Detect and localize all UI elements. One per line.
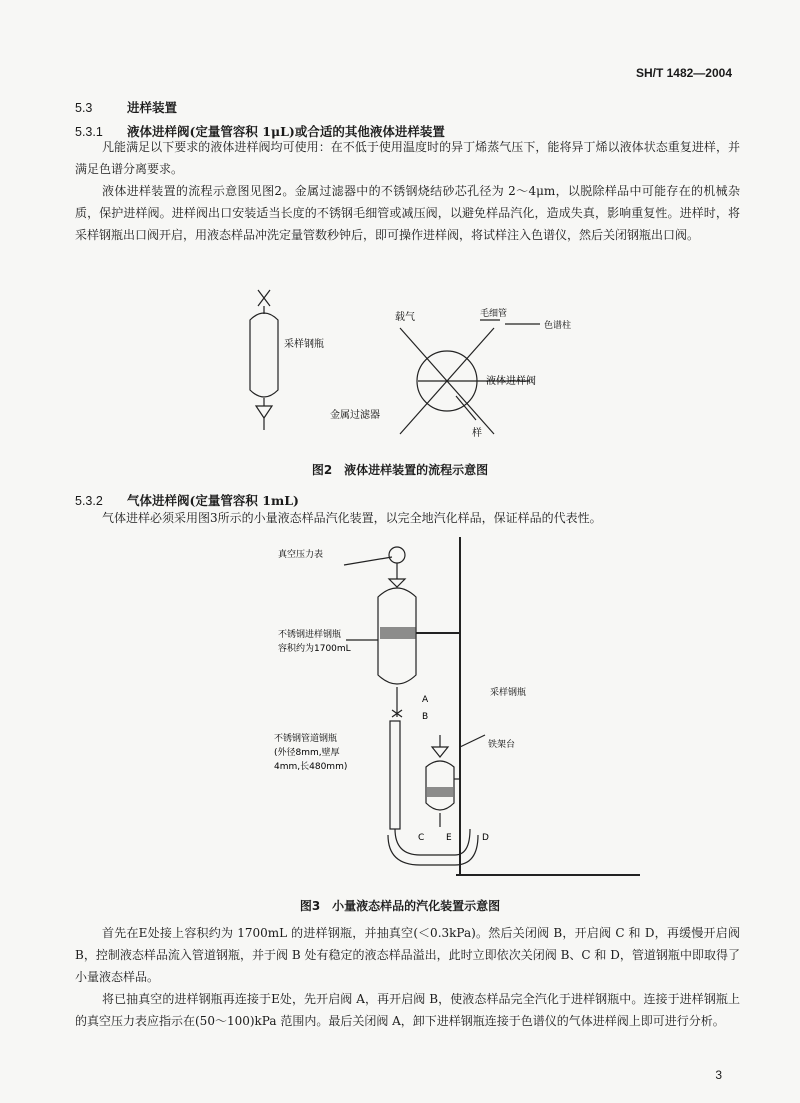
label-tube-2: (外径8mm,壁厚 — [274, 748, 340, 758]
paragraph: 凡能满足以下要求的液体进样阀均可使用：在不低于使用温度时的异丁烯蒸气压下，能将异丁烯以液体状态重复进样，并满足色谱分离要求。 — [75, 140, 740, 176]
clamp-1 — [380, 627, 416, 639]
label-valve-d: D — [482, 833, 489, 843]
section-heading-5-3 — [75, 98, 177, 116]
label-tube-3: 4mm,长480mm) — [274, 762, 348, 772]
tube-shape — [390, 721, 400, 829]
label-outlet: 样 — [472, 428, 482, 439]
paragraph: 气体进样必须采用图3所示的小量液态样品汽化装置，以完全地汽化样品，保证样品的代表性。 — [102, 511, 602, 525]
paragraph: 首先在E处接上容积约为 1700mL 的进样钢瓶，并抽真空(＜0.3kPa)。然后关闭阀 B，开启阀 C 和 D，再缓慢开启阀 B，控制液态样品流入管道钢瓶，并于阀 B 处有稳定的液态样品溢出，此时立即依次关闭阀 B、C 和 D，管道钢瓶中即取得了小量液态样品。 — [75, 926, 740, 984]
small-cylinder-shape — [426, 761, 454, 810]
clamp-2 — [427, 787, 453, 797]
label-valve-b: B — [422, 712, 429, 722]
section-title: 进样装置 — [127, 100, 178, 115]
figure-3-caption: 图3 小量液态样品的汽化装置示意图 — [299, 899, 501, 913]
label-capillary: 毛细管 — [480, 309, 508, 319]
section-5-3-2-body — [75, 507, 740, 529]
sampling-cylinder-shape — [250, 313, 278, 397]
figure-3-diagram — [0, 535, 800, 885]
label-column: 色谱柱 — [544, 321, 572, 331]
label-valve: 液体进样阀 — [486, 376, 536, 387]
label-valve-a: A — [422, 695, 429, 705]
label-metal-filter: 金属过滤器 — [330, 410, 380, 421]
label-sample-cylinder: 采样钢瓶 — [490, 688, 527, 698]
figure-2-diagram — [0, 280, 800, 450]
section-title: 液体进样阀(定量管容积 1μL)或合适的其他液体进样装置 — [127, 124, 445, 139]
page-number: 3 — [715, 1068, 722, 1082]
section-number: 5.3.1 — [75, 125, 103, 139]
label-cylinder-1: 不锈钢进样钢瓶 — [278, 630, 342, 640]
paragraph: 液体进样装置的流程示意图见图2。金属过滤器中的不锈钢烧结砂芯孔径为 2～4μm，以脱除样品中可能存在的机械杂质，保护进样阀。进样阀出口安装适当长度的不锈钢毛细管或减压阀，以避免样品汽化，造成失真，影响重复性。进样时，将采样钢瓶出口阀开启，用液态样品冲洗定量管数秒钟后，即可操作进样阀，将试样注入色谱仪，然后关闭钢瓶出口阀。 — [75, 184, 740, 242]
label-stand: 铁架台 — [488, 740, 516, 750]
section-5-3-1-body — [75, 136, 740, 246]
top-valve-icon — [258, 290, 270, 306]
body-after-figure-3 — [75, 922, 740, 1032]
label-vacuum-gauge: 真空压力表 — [278, 550, 324, 560]
filter-icon — [256, 406, 272, 418]
label-carrier-gas: 载气 — [395, 312, 415, 323]
label-cylinder-2: 容积约为1700mL — [278, 644, 351, 654]
label-valve-c: C — [418, 833, 425, 843]
label-point-e: E — [446, 833, 452, 843]
section-title: 气体进样阀(定量管容积 1mL) — [127, 493, 299, 508]
paragraph: 将已抽真空的进样钢瓶再连接于E处，先开启阀 A，再开启阀 B，使液态样品完全汽化于进样钢瓶中。连接于进样钢瓶上的真空压力表应指示在(50～100)kPa 范围内。最后关闭阀 A，卸下进样钢瓶连接于色谱仪的气体进样阀上即可进行分析。 — [75, 992, 740, 1028]
figure-2-caption: 图2 液体进样装置的流程示意图 — [311, 463, 489, 477]
vacuum-gauge-icon — [389, 547, 405, 563]
standard-code: SH/T 1482—2004 — [635, 66, 732, 80]
section-number: 5.3 — [75, 101, 93, 115]
section-number: 5.3.2 — [75, 494, 103, 508]
label-sampling-cylinder: 采样钢瓶 — [284, 339, 324, 350]
label-tube-1: 不锈钢管道钢瓶 — [274, 734, 338, 744]
